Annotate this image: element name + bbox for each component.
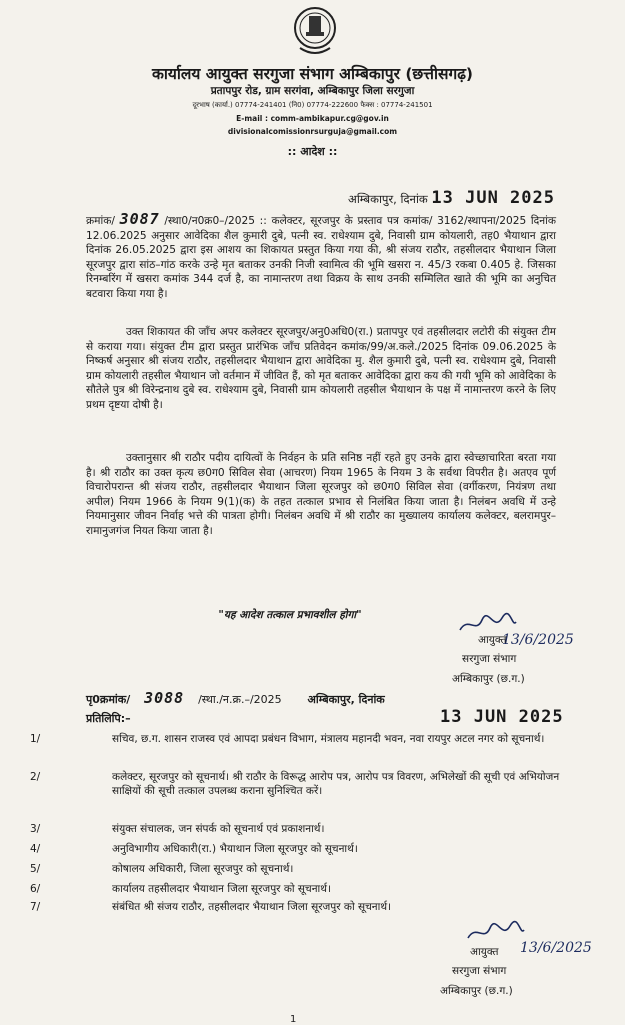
copy-number-line — [86, 689, 385, 707]
document-page: कार्यालय आयुक्त सरगुजा संभाग अम्बिकापुर (छत्तीसगढ़) प्रतापपुर रोड, ग्राम सरगंवा, अम्बिकापुर जिला सरगुजा दूरभाष (कार्या.) 07774-241401 (नि0) 07774-222600 फैक्स : 07774-241501 E-mail : comm-ambikapur.cg@gov.in divisionalcomissionrsurguja@gmail.com :: आदेश :: अम्बिकापुर, दिनांक 13 JUN 2025 क्रमांक/ 3087 /स्था0/न0क्र0–/2025 :: कलेक्टर, सूरजपुर के प्रस्ताव पत्र कमांक/ 3162/स्थापना/2025 दिनांक 12.06.2025 अनुसार आवेदिका शैल कुमारी दुबे, पत्नी स्व. राधेश्याम दुबे, निवासी ग्राम कोयलारी, तह0 भैयाथान द्वारा दिनांक 26.05.2025 द्वारा इस आशय का शिकायत प्रस्तुत किया गया की, श्री संजय राठौर, तहसीलदार भैयाथान जिला सूरजपुर द्वारा सांठ–गांठ करके उन्हे मृत बताकर उनकी निजी स्वामित्व की भूमि खसरा न. 45/3 रकबा 0.405 हे. जिसका रिनम्बरिंग में खसरा कमांक 344 दर्ज है, का नामान्तरण तथा विक्रय के साथ उनकी सम्मिलित खाते की भूमि का अनुचित बटवारा किया गया है। उक्त शिकायत की जाँच अपर कलेक्टर सूरजपुर/अनु0अधि0(रा.) प्रतापपुर एवं तहसीलदार लटोरी की संयुक्त टीम से कराया गया। संयुक्त टीम द्वारा प्रस्तुत प्रारंभिक जाँच प्रतिवेदन कमांक/99/अ.कले./2025 दिनांक 09.06.2025 के निष्कर्ष अनुसार श्री संजय राठौर, तहसीलदार भैयाथान द्वारा आवेदिका मु. शैल कुमारी दुबे, पत्नी स्व. राधेश्याम दुबे, निवासी ग्राम कोयलारी तहसील भैयाथान जो वर्तमान में जीवित हैं, को मृत बताकर आवेदिका द्वारा कय की गयी भूमि को आवेदिका के सौतेले पुत्र श्री विरेन्द्रनाथ दुबे स्व. राधेश्याम दुबे, निवासी ग्राम कोयलारी तहसील भैयाथान के पक्ष में नामान्तरण करने के लिए प्रथम दृष्टया दोषी है। उक्तानुसार श्री राठौर पदीय दायित्वों के निर्वहन के प्रति सनिष्ठ नहीं रहते हुए उनके द्वारा स्वेच्छाचारिता बरता गया है। श्री राठौर का उक्त कृत्य छ0ग0 सिविल सेवा (आचरण) नियम 1965 के नियम 3 के सर्वथा विपरीत है। अतएव पूर्ण विचारोपरान्त श्री संजय राठौर, तहसीलदार भैयाथान जिला सूरजपुर को छ0ग0 सिविल सेवा (वर्गीकरण, नियंत्रण तथा अपील) नियम 1966 के नियम 9(1)(क) के तहत तत्काल प्रभाव से निलंबित किया जाता है। निलंबन अवधि में उन्हे नियमानुसार जीवन निर्वाह भत्ते की पात्रता होगी। निलंबन अवधि में श्री राठौर का मुख्यालय कार्यालय कलेक्टर, बलरामपुर– रामानुजगंज नियत किया जाता है। "यह आदेश तत्काल प्रभावशील होगा" 13/6/2025 आयुक्त सरगुजा संभाग अम्बिकापुर (छ.ग.) पृ0क्रमांक/ 3088 /स्था./न.क्र.–/2025 अम्बिकापुर, दिनांक 13 JUN 2025 प्रतिलिपि:– 1/ सचिव, छ.ग. शासन राजस्व एवं आपदा प्रबंधन विभाग, मंत्रालय महानदी भवन, नवा रायपुर अटल नगर को सूचनार्थ। 2/ कलेक्टर, सूरजपुर को सूचनार्थ। श्री राठौर के विरूद्ध आरोप पत्र, आरोप पत्र विवरण, अभिलेखों की सूची एवं अभियोजन साक्षियों की सूची तत्काल उपलब्ध कराना सुनिश्चित करें। 3/ संयुक्त संचालक, जन संपर्क को सूचनार्थ एवं प्रकाशनार्थ। 4/ अनुविभागीय अधिकारी(रा.) भैयाथान जिला सूरजपुर को सूचनार्थ। 5/ कोषालय अधिकारी, जिला सूरजपुर को सूचनार्थ। 6/ कार्यालय तहसीलदार भैयाथान जिला सूरजपुर को सूचनार्थ। 7/ संबंधित श्री संजय राठौर, तहसीलदार भैयाथान जिला सूरजपुर को सूचनार्थ। 13/6/2025 आयुक्त सरगुजा संभाग अम्बिकापुर (छ.ग.) 1 — [0, 0, 625, 1024]
signature-2-division: सरगुजा संभाग — [452, 965, 507, 977]
office-email: E-mail : comm-ambikapur.cg@gov.in — [236, 114, 389, 123]
order-number-label: क्रमांक/ — [86, 215, 115, 227]
page-number: 1 — [290, 1014, 297, 1025]
copy-number-label: पृ0क्रमांक/ — [86, 693, 131, 706]
order-paragraph-1 — [86, 212, 556, 302]
signature-1-date: 13/6/2025 — [502, 632, 574, 648]
signature-2-scribble-icon — [466, 920, 526, 944]
order-date-label: अम्बिकापुर, दिनांक — [348, 192, 428, 206]
order-paragraph-1-text: /स्था0/न0क्र0–/2025 :: कलेक्टर, सूरजपुर के प्रस्ताव पत्र कमांक/ 3162/स्थापना/2025 दिनांक 12.06.2025 अनुसार आवेदिका शैल कुमारी दुबे, पत्नी स्व. राधेश्याम दुबे, निवासी ग्राम कोयलारी, तह0 भैयाथान द्वारा दिनांक 26.05.2025 द्वारा इस आशय का शिकायत प्रस्तुत किया गया की, श्री संजय राठौर, तहसीलदार भैयाथान जिला सूरजपुर द्वारा सांठ–गांठ करके उन्हे मृत बताकर उनकी निजी स्वामित्व की भूमि खसरा न. 45/3 रकबा 0.405 हे. जिसका रिनम्बरिंग में खसरा कमांक 344 दर्ज है, का नामान्तरण तथा विक्रय के साथ उनकी सम्मिलित खाते की भूमि का अनुचित बटवारा किया गया है। — [86, 215, 556, 300]
order-heading: :: आदेश :: — [287, 145, 338, 158]
copy-pratilipi-label: प्रतिलिपि:– — [86, 712, 131, 725]
signature-1-division: सरगुजा संभाग — [462, 653, 517, 665]
office-email-secondary: divisionalcomissionrsurguja@gmail.com — [227, 127, 398, 136]
office-phone: दूरभाष (कार्या.) 07774-241401 (नि0) 07774-222600 फैक्स : 07774-241501 — [192, 101, 433, 109]
signature-2-title: आयुक्त — [470, 946, 499, 958]
signature-2-date: 13/6/2025 — [520, 940, 592, 956]
state-emblem-icon — [292, 4, 338, 60]
office-address: प्रतापपुर रोड, ग्राम सरगंवा, अम्बिकापुर जिला सरगुजा — [210, 85, 415, 97]
order-date-stamp: 13 JUN 2025 — [431, 188, 555, 208]
copy-ref: /स्था./न.क्र.–/2025 — [198, 693, 282, 706]
office-title: कार्यालय आयुक्त सरगुजा संभाग अम्बिकापुर (छत्तीसगढ़) — [151, 65, 474, 83]
copy-number: 3088 — [144, 689, 185, 707]
copy-date-stamp: 13 JUN 2025 — [440, 707, 564, 727]
signature-2-place: अम्बिकापुर (छ.ग.) — [440, 985, 513, 997]
order-number: 3087 — [119, 210, 160, 228]
signature-1-place: अम्बिकापुर (छ.ग.) — [452, 673, 525, 685]
order-paragraph-3: उक्तानुसार श्री राठौर पदीय दायित्वों के निर्वहन के प्रति सनिष्ठ नहीं रहते हुए उनके द्वारा स्वेच्छाचारिता बरता गया है। श्री राठौर का उक्त कृत्य छ0ग0 सिविल सेवा (आचरण) नियम 1965 के नियम 3 के सर्वथा विपरीत है। अतएव पूर्ण विचारोपरान्त श्री संजय राठौर, तहसीलदार भैयाथान जिला सूरजपुर को छ0ग0 सिविल सेवा (वर्गीकरण, नियंत्रण तथा अपील) नियम 1966 के नियम 9(1)(क) के तहत तत्काल प्रभाव से निलंबित किया जाता है। निलंबन अवधि में उन्हे नियमानुसार जीवन निर्वाह भत्ते की पात्रता होगी। निलंबन अवधि में श्री राठौर का मुख्यालय कार्यालय कलेक्टर, बलरामपुर– रामानुजगंज नियत किया जाता है। — [86, 452, 556, 537]
copy-date-label: अम्बिकापुर, दिनांक — [307, 693, 385, 706]
signature-1-title: आयुक्त — [478, 634, 507, 646]
order-paragraph-2: उक्त शिकायत की जाँच अपर कलेक्टर सूरजपुर/अनु0अधि0(रा.) प्रतापपुर एवं तहसीलदार लटोरी की संयुक्त टीम से कराया गया। संयुक्त टीम द्वारा प्रस्तुत प्रारंभिक जाँच प्रतिवेदन कमांक/99/अ.कले./2025 दिनांक 09.06.2025 के निष्कर्ष अनुसार श्री संजय राठौर, तहसीलदार भैयाथान द्वारा आवेदिका मु. शैल कुमारी दुबे, पत्नी स्व. राधेश्याम दुबे, निवासी ग्राम कोयलारी तहसील भैयाथान जो वर्तमान में जीवित हैं, को मृत बताकर आवेदिका द्वारा कय की गयी भूमि को आवेदिका के सौतेले पुत्र श्री विरेन्द्रनाथ दुबे स्व. राधेश्याम दुबे, निवासी ग्राम कोयलारी तहसील भैयाथान के पक्ष में नामान्तरण करने के लिए प्रथम दृष्टया दोषी है। — [86, 326, 557, 411]
order-date-line — [348, 188, 555, 208]
effective-note: "यह आदेश तत्काल प्रभावशील होगा" — [218, 609, 362, 621]
